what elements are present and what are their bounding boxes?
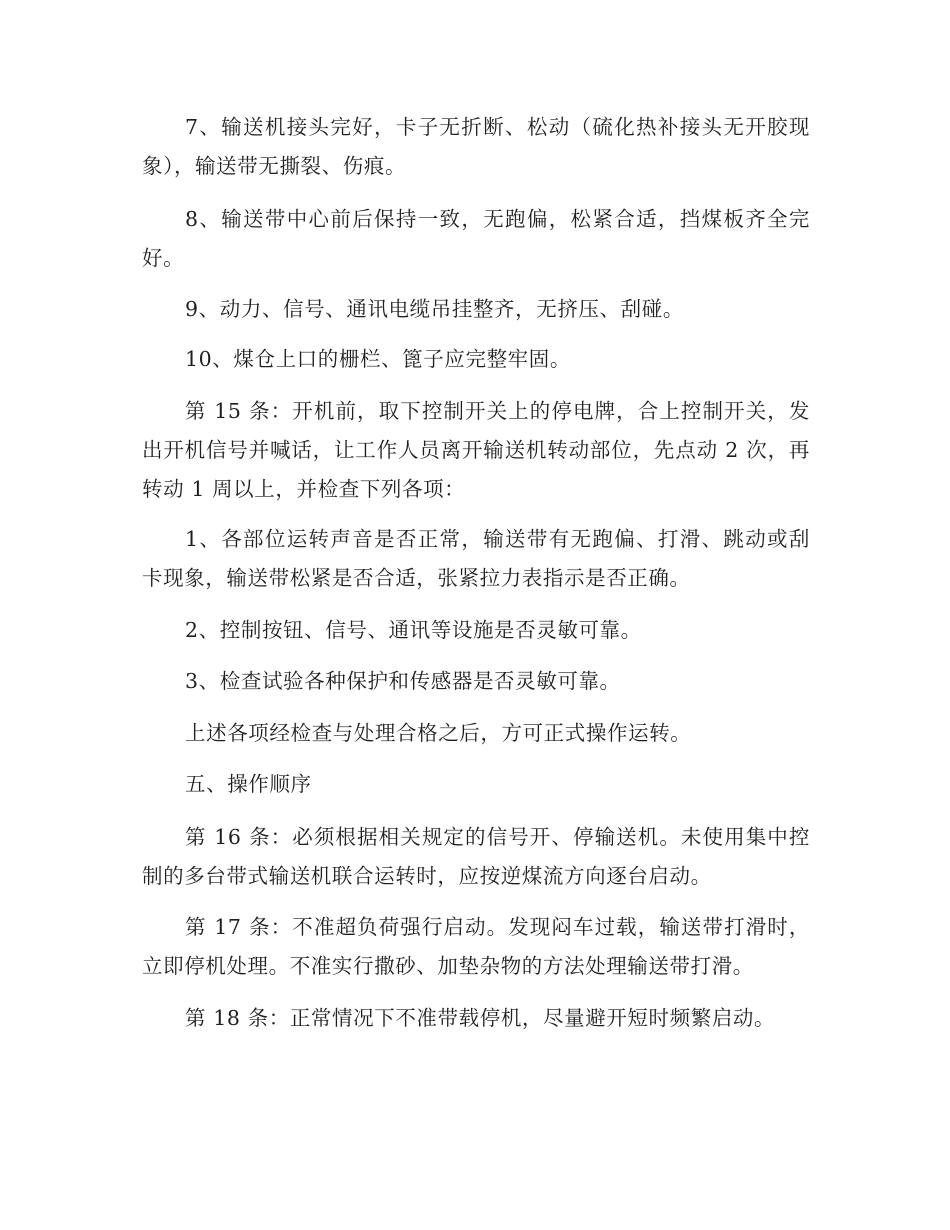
paragraph-item-10: 10、煤仓上口的栅栏、篦子应完整牢固。 <box>185 347 571 371</box>
paragraph-item-7: 7、输送机接头完好，卡子无折断、松动（硫化热补接头无开胶现象），输送带无撕裂、伤痕。 <box>142 115 810 178</box>
paragraph-article-17: 第 17 条：不准超负荷强行启动。发现闷车过载，输送带打滑时，立即停机处理。不准实行撒砂、加垫杂物的方法处理输送带打滑。 <box>142 915 810 978</box>
paragraph-check-2: 2、控制按钮、信号、通讯等设施是否灵敏可靠。 <box>185 618 642 642</box>
paragraph-article-15: 第 15 条：开机前，取下控制开关上的停电牌，合上控制开关，发出开机信号并喊话，让工作人员离开输送机转动部位，先点动 2 次，再转动 1 周以上，并检查下列各项： <box>142 399 810 501</box>
paragraph-article-18: 第 18 条：正常情况下不准带载停机，尽量避开短时频繁启动。 <box>185 1006 776 1030</box>
paragraph-item-9: 9、动力、信号、通讯电缆吊挂整齐，无挤压、刮碰。 <box>185 297 684 321</box>
paragraph-article-16: 第 16 条：必须根据相关规定的信号开、停输送机。未使用集中控制的多台带式输送机联合运转时，应按逆煤流方向逐台启动。 <box>142 825 810 888</box>
paragraph-summary: 上述各项经检查与处理合格之后，方可正式操作运转。 <box>185 721 692 745</box>
paragraph-item-8: 8、输送带中心前后保持一致，无跑偏，松紧合适，挡煤板齐全完好。 <box>142 207 810 270</box>
paragraph-check-1: 1、各部位运转声音是否正常，输送带有无跑偏、打滑、跳动或刮卡现象，输送带松紧是否合适，张紧拉力表指示是否正确。 <box>142 527 810 590</box>
paragraph-check-3: 3、检查试验各种保护和传感器是否灵敏可靠。 <box>185 669 621 693</box>
section-heading: 五、操作顺序 <box>185 772 312 796</box>
